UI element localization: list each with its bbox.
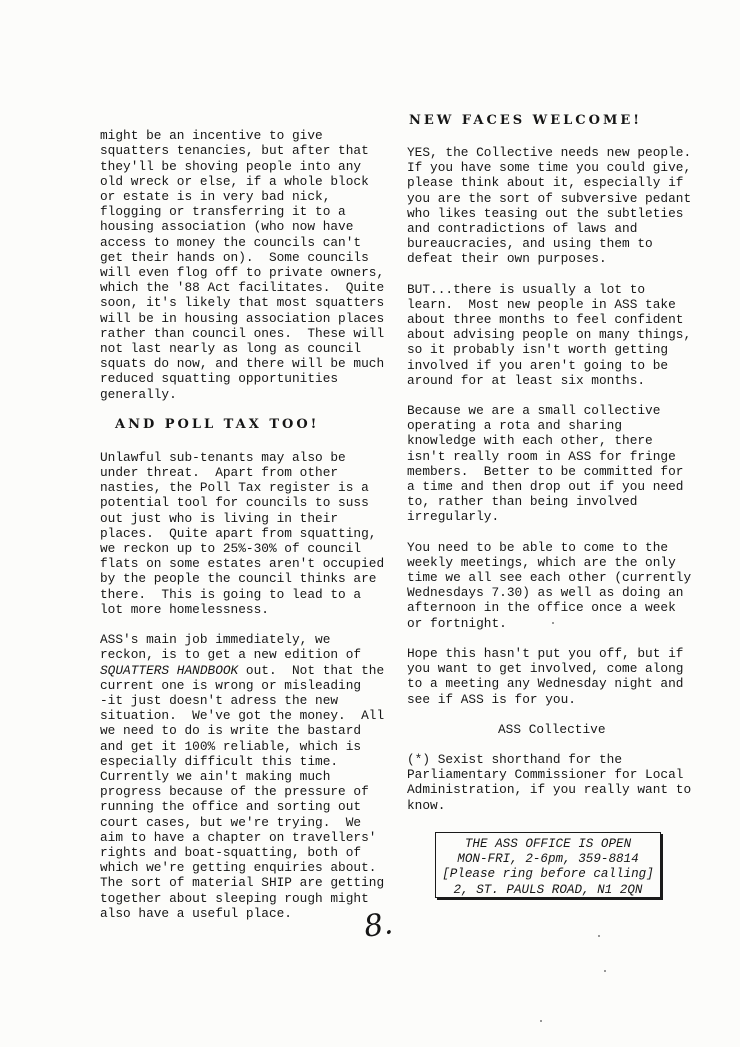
text-line: we need to do is write the bastard [100,723,362,739]
text-line: which we're getting enquiries about. [100,860,377,876]
signature: ASS Collective [498,721,606,737]
footnote [407,752,697,813]
text-line: The sort of material SHIP are getting [100,875,385,891]
text-line: You need to be able to come to the [407,539,669,555]
text-line: which the '88 Act facilitates. Quite [100,280,385,296]
text-line: irregularly. [407,509,500,525]
text-line: lot more homelessness. [100,601,269,617]
text-line: and contradictions of laws and [407,221,638,237]
text-line: or estate is in very bad nick, [100,189,331,205]
text-line: running the office and sorting out [100,799,362,815]
scan-speck [552,622,554,624]
text-line: time we all see each other (currently [407,570,692,586]
text-line: nasties, the Poll Tax register is a [100,480,369,496]
text-line: YES, the Collective needs new people. [407,145,692,160]
text-line: squats do now, and there will be much [100,356,385,372]
left-column [100,113,385,921]
text-line: rights and boat-squatting, both of [100,844,362,860]
text-line: involved if you aren't going to be [407,357,669,373]
new-faces-heading: NEW FACES WELCOME! [409,113,642,128]
text-line: generally. [100,386,177,402]
text-line: Unlawful sub-tenants may also be [100,449,346,465]
right-column [407,113,697,813]
text-line: not last nearly as long as council [100,341,362,357]
text-line: Wednesdays 7.30) as well as doing an [407,585,684,601]
text-line: access to money the councils can't [100,234,362,250]
text-line: places. Quite apart from squatting, [100,525,377,541]
text-line: get their hands on). Some councils [100,249,369,265]
text-line: situation. We've got the money. All [100,708,385,724]
text-line: (*) Sexist shorthand for the [407,751,623,767]
text-line: Because we are a small collective [407,403,661,419]
left-paragraph-3 [100,632,385,921]
text-line: under threat. Apart from other [100,465,339,481]
text-line: isn't really room in ASS for fringe [407,448,676,464]
handbook-title: SQUATTERS HANDBOOK [100,662,239,678]
scan-speck [540,1020,542,1022]
text-line: afternoon in the office once a week [407,600,676,616]
text-line: you are the sort of subversive pedant [407,190,692,206]
text-line: bureaucracies, and using them to [407,236,653,252]
text-line: potential tool for councils to suss [100,495,369,511]
text-fragment: out. Not that the [238,662,385,678]
office-box-line: 2, ST. PAULS ROAD, N1 2QN [453,882,643,897]
text-line: together about sleeping rough might [100,890,369,906]
text-line: current one is wrong or misleading [100,677,362,693]
right-paragraph-2 [407,282,697,388]
poll-tax-heading: AND POLL TAX TOO! [115,416,320,432]
text-line: Hope this hasn't put you off, but if [407,645,684,661]
office-box-line: MON-FRI, 2-6pm, 359-8814 [457,852,639,867]
right-paragraph-3 [407,403,697,525]
text-line: reduced squatting opportunities [100,371,339,387]
text-line: know. [407,797,446,813]
office-box-line: [Please ring before calling] [442,867,654,882]
left-paragraph-1 [100,113,385,402]
text-line: so it probably isn't worth getting [407,342,669,358]
text-line: housing association (who now have [100,219,354,235]
text-line: please think about it, especially if [407,175,684,191]
text-line: we reckon up to 25%-30% of council [100,541,362,557]
text-line: members. Better to be committed for [407,463,684,479]
text-line: aim to have a chapter on travellers' [100,829,377,845]
text-line: reckon, is to get a new edition of [100,647,362,663]
text-line: about advising people on many things, [407,327,692,343]
text-line: progress because of the pressure of [100,784,369,800]
text-line: and get it 100% reliable, which is [100,738,362,754]
text-line: there. This is going to lead to a [100,586,362,602]
text-line: If you have some time you could give, [407,160,692,176]
text-line: they'll be shoving people into any [100,158,362,174]
page-number: 8. [361,906,395,945]
text-line: flogging or transferring it to a [100,204,346,220]
text-line: to, rather than being involved [407,494,638,510]
text-line: will be in housing association places [100,310,385,326]
text-line: -it just doesn't adress the new [100,692,339,708]
text-line: about three months to feel confident [407,312,684,328]
text-line: BUT...there is usually a lot to [407,281,646,297]
text-line: Administration, if you really want to [407,782,692,798]
text-line: court cases, but we're trying. We [100,814,362,830]
text-line: flats on some estates aren't occupied [100,556,385,572]
text-line: will even flog off to private owners, [100,265,385,281]
text-line: by the people the council thinks are [100,571,377,587]
text-line: especially difficult this time. [100,753,339,769]
office-hours-box [435,832,661,898]
text-line: or fortnight. [407,615,507,631]
text-line: you want to get involved, come along [407,661,684,677]
text-line: a time and then drop out if you need [407,479,684,495]
scan-speck [604,970,606,972]
right-paragraph-1 [407,145,697,267]
text-line: Currently we ain't making much [100,768,331,784]
text-line: who likes teasing out the subtleties [407,205,684,221]
text-line: see if ASS is for you. [407,691,576,707]
text-line: squatters tenancies, but after that [100,143,369,159]
text-line: to a meeting any Wednesday night and [407,676,684,692]
text-line: rather than council ones. These will [100,325,385,341]
text-line: ASS's main job immediately, we [100,632,331,648]
text-line: around for at least six months. [407,372,646,388]
office-box-line: THE ASS OFFICE IS OPEN [464,837,632,851]
right-paragraph-4 [407,540,697,631]
text-line: soon, it's likely that most squatters [100,295,385,311]
text-line: learn. Most new people in ASS take [407,296,676,312]
text-line: old wreck or else, if a whole block [100,173,369,189]
text-line: weekly meetings, which are the only [407,554,676,570]
text-line: also have a useful place. [100,905,292,921]
text-line: might be an incentive to give [100,128,323,144]
text-line: out just who is living in their [100,510,339,526]
text-line: defeat their own purposes. [407,251,607,267]
text-line: knowledge with each other, there [407,433,653,449]
scan-speck [598,935,600,937]
text-line: operating a rota and sharing [407,418,623,434]
right-paragraph-5 [407,646,697,707]
text-line: Parliamentary Commissioner for Local [407,767,684,783]
left-paragraph-2 [100,450,385,617]
